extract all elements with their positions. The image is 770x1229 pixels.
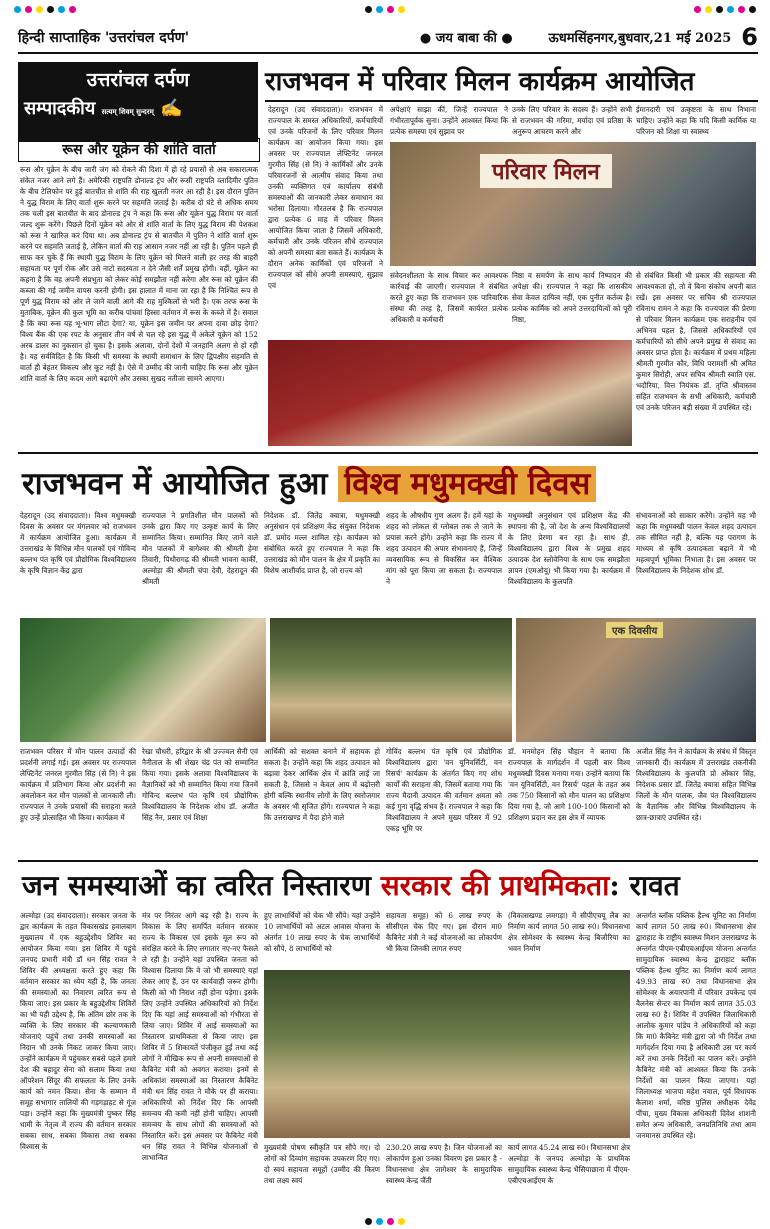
story2-col2: राज्यपाल ने प्रगतिशील मौन पालकों को उनके द्वारा किए गए उत्कृष्ट कार्य के लिए सम्मानित किया। सम्मानित किए जाने वाले मौन पालकों में बागेश्वर की श्रीमती हेमा तिवारी, पिथौरागढ़ की श्रीमती भावना कार्की, अल्मोड़ा की श्रीमती चंपा देवी, देहरादून की श्रीमती <box>142 511 258 586</box>
rule <box>18 860 758 862</box>
page-header <box>18 22 758 54</box>
story3-col6: अन्तर्गत ब्लॉक पब्लिक हैल्थ यूनिट का निर्माण कार्य लागत 50 लाख रु0। विधानसभा क्षेत्र द्वाराहाट के राष्ट्रीय स्वास्थ्य मिशन उत्तराखण्ड के अन्तर्गत पीएम-एबीएचआईएम योजना अन्तर्गत सामुदायिक स्वास्थ्य केन्द्र द्वाराहाट ब्लॉक पब्लिक हैल्थ यूनिट का निर्माण कार्य लागत 49.93 लाख रु0 तथा विधानसभा क्षेत्र सोमेश्वर के अयारपानी में परिवार उपकेन्द्र एवं वैलनेस सेन्टर का निर्माण कार्य लागत 35.03 लाख रु0 है। शिविर में उपस्थित जिलाधिकारी आलोक कुमार पांडेय ने अधिकारियों को कहा कि मा0 कैबिनेट मंत्री द्वारा जो भी निर्देश तथा मार्गदर्शन दिया गया है अधिकारी उस पर कार्य करें तथा उनके निर्देशों का पालन करें। उन्होंने कैबिनेट मंत्री को आश्वस्त किया कि उनके निर्देशों का पालन किया जाएगा। यहां जिलाध्यक्ष भाजपा महेश नयाल, पूर्व विधायक कैलाश शर्मा, वरिष्ठ पुलिस अधीक्षक देवेंद्र पींचा, मुख्य विकास अधिकारी दिवेश शाशनी समेत अन्य अधिकारी, जनप्रतिनिधि तथा आम जनमानस उपस्थित रहे। <box>636 911 756 1140</box>
photo-bee-exhibition <box>20 618 266 742</box>
story2-col2b: रेखा चौधरी, हरिद्वार के श्री उज्ज्वल सैनी एवं नैनीताल के श्री शेखर चंद्र पंत को सम्मानित किया गया। इसके अलावा विश्वविद्यालय के वैज्ञानिकों को भी सम्मानित किया गया जिनमें गोविन्द बल्लभ पंत कृषि एवं प्रौद्योगिक विश्वविद्यालय के निदेशक शोध डॉ. अजीत सिंह नैन, प्रसार एवं शिक्षा <box>142 747 258 822</box>
story1-col2: अपेक्षाएं साझा कीं, जिन्हें राज्यपाल ने गंभीरतापूर्वक सुना। उन्होंने आश्वस्त किया कि प्रत्येक समस्या एवं सुझाव पर <box>390 105 508 136</box>
photo-family-meet <box>390 142 756 266</box>
editorial-label: सम्पादकीय <box>24 98 96 119</box>
photo-honoring <box>516 618 756 742</box>
story2-col3: निदेशक डॉ. जितेंद्र क्वात्रा, मधुमक्खी अनुसंधान एवं प्रशिक्षण केंद्र संयुक्त निदेशक डॉ. प्रमोद मल्ल शामिल रहे। कार्यक्रम को संबोधित करते हुए राज्यपाल ने कहा कि उत्तराखंड को मौन पालन के क्षेत्र में प्रकृति का विशेष आशीर्वाद प्राप्त है, जो राज्य को <box>264 511 380 575</box>
photo-ribbon-cutting <box>264 970 630 1138</box>
story1-col3b: निष्ठा व समर्पण के साथ कार्य निष्पादन की अपेक्षा की। राज्यपाल ने कहा कि शासकीय सेवा केवल दायित्व नहीं, एक पुनीत कर्तव्य है। प्रत्येक कार्मिक को अपने उत्तरदायित्वों को पूरी निष्ठा, <box>512 271 632 324</box>
photo-banner-text: एक दिवसीय <box>606 622 663 638</box>
masthead-title: उत्तरांचल दर्पण <box>86 69 190 91</box>
story2-headline-highlight: विश्व मधुमक्खी दिवस <box>338 466 596 502</box>
story2-col5b: डॉ. मनमोहन सिंह चौहान ने बताया कि राज्यपाल के मार्गदर्शन में पहली बार विश्व मधुमक्खी दिवस मनाया गया। उन्होंने बताया कि 'वन यूनिवर्सिटी, वन रिसर्च' पहल के तहत अब तक 750 किसानों को मौन पालन का प्रशिक्षण दिया गया है, जो आगे 100-100 किसानों को प्रशिक्षण प्रदान कर इस क्षेत्र में व्यापक <box>508 747 630 822</box>
story1-col2b: संवेदनशीलता के साथ विचार कर आवश्यक कार्रवाई की जाएगी। राज्यपाल ने संबंधित करते हुए कहा कि राजभवन एक पारिवारिक संस्था की तरह है, जिसमें कार्यरत प्रत्येक अधिकारी व कर्मचारी <box>390 271 508 324</box>
story3-col4b: 230.20 लाख रुपए है। जिन योजनाओं का लोकार्पण हुआ उनका विवरण इस प्रकार है - विधानसभा क्षेत्र जागेश्वर के सामुदायिक स्वास्थ्य केन्द्र जैंती <box>386 1143 502 1185</box>
story1-col3: उनके लिए परिवार के सदस्य हैं। उन्होंने सभी से राजभवन की गरिमा, मर्यादा एवं प्रतिष्ठा के अनुरूप आचरण करने और <box>512 105 632 136</box>
story2-col5: मधुमक्खी अनुसंधान एवं प्रशिक्षण केंद्र की स्थापना की है, जो देश के अन्य विश्वविद्यालयों के लिए प्रेरणा बन रहा है। साथ ही, विश्वविद्यालय द्वारा विश्व के प्रमुख शहद उत्पादक देश स्लोवेनिया के साथ एक समझौता ज्ञापन (एमओयू) भी किया गया है। कार्यक्रम में विश्वविद्यालय के कुलपति <box>508 511 630 586</box>
story2-col4b: गोविंद बल्लभ पंत कृषि एवं प्रौद्योगिक विश्वविद्यालय द्वारा 'वन यूनिवर्सिटी, वन रिसर्च' कार्यक्रम के अंतर्गत किए गए शोध कार्यों की सराहना की, जिसमें बताया गया कि राज्य मैदानी उत्पादन की वर्तमान क्षमता को कई गुना वृद्धि संभव है। राज्यपाल ने कहा कि विश्वविद्यालय ने अपने मुख्य परिसर में 92 एकड़ भूमि पर <box>386 747 502 833</box>
editorial-motto: सत्यम् शिवम् सुन्दरम् <box>101 107 154 116</box>
editorial-headline: रूस और यूक्रेन की शांति वार्ता <box>18 138 260 162</box>
story3-col2: मंत्र पर निरंतर आगे बढ़ रही है। राज्य के विकास के लिए समर्पित वर्तमान सरकार राज्य के विकास एवं इसके मूल रूप को संरक्षित करने के लिए लगातार नए-नए फैसले ले रही है। उन्होंने यहां उपस्थित जनता को विश्वास दिलाया कि वे जो भी समस्याएं यहां लेकर आए हैं, उन पर कार्यवाही जरूर होगी। किसी को भी निराश नहीं होना पड़ेगा। इसके लिए उन्होंने उपस्थित अधिकारियों को निर्देश दिए कि यहां आई समस्याओं को गंभीरता से लिया जाए। शिविर में आई समस्याओं का निस्तारण प्राथमिकता से किया जाए। इस शिविर में 5 शिकायतें पंजीकृत हुईं तथा कई लोगों ने मौखिक रूप से अपनी समस्याओं से कैबिनेट मंत्री को अवगत कराया। इनमें से अधिकांश समस्याओं का निस्तारण कैबिनेट मंत्री धन सिंह रावत ने मौके पर ही कराया। अधिकारियों को निर्देश दिए कि आपसी समन्वय की कमी नहीं होनी चाहिए। आपसी समन्वय के साथ लोगों की समस्याओं को निस्तारित करें। इस अवसर पर कैबिनेट मंत्री धन सिंह रावत ने विभिन्न योजनाओं से लाभान्वित <box>142 911 258 1162</box>
story3-col3: हुए लाभार्थियों को चेक भी सौंपे। यहां उन्होंने 10 लाभार्थियों को अटल आवास योजना के अंतर्गत 10 लाख रुपए के चेक लाभार्थियों को सौंपे, 8 लाभार्थियों को <box>264 911 380 953</box>
story3-col5b: कार्य लागत 45.24 लाख रु0। विधानसभा क्षेत्र अल्मोड़ा के जनपद अल्मोड़ा के प्राथमिक सामुदायिक स्वास्थ्य केन्द्र भैसियाछाना में पीएम-एबीएचआईएम के <box>508 1143 630 1185</box>
photo-audience <box>268 340 632 446</box>
story3-headline: जन समस्याओं का त्वरित निस्तारण सरकार की प्राथमिकता: रावत <box>22 869 680 902</box>
editorial-body: रूस और यूक्रेन के बीच जारी जंग को रोकने की दिशा में हो रहे प्रयासों से अब सकारात्मक संकेत नजर आने लगे हैं। अमेरिकी राष्ट्रपति डोनाल्ड ट्रंप और रूसी राष्ट्रपति व्लादिमीर पुतिन के बीच टेलिफोन पर हुई बातचीत से शांति की राह खुलती नजर आ रही है। इस दौरान पुतिन ने युद्ध विराम के लिए वार्ता शुरू करने पर सहमति जताई है। करीब दो घंटे से अधिक समय तक चली इस बातचीत के बाद डोनाल्ड ट्रंप ने कहा कि रूस और यूक्रेन युद्ध विराम पर वार्ता जल्द शुरू करेंगे। पिछले दिनों यूक्रेन को ओर से शांति वार्ता के लिए युद्ध विराम की पेशकश को रूस ने खारिज कर दिया था। अब डोनाल्ड ट्रंप से बातचीत में पुतिन ने शांति वार्ता शुरू करने पर सहमति जताई है, लेकिन वार्ता की राह आसान नजर नहीं आ रही है। पुतिन पहले ही साफ कर चुके हैं कि स्थायी युद्ध विराम के लिए यूक्रेन को मिलने वाली हर तरह की बाहरी सहायता पर पूर्ण रोक और उसे नाटो सदस्यता न देने जैसी शर्तें प्रमुख होंगी। वहीं, यूक्रेन का कहना है कि वह अपनी संप्रभुता को लेकर कोई समझौता नहीं करेगा और रूस को यूक्रेन की कब्जा की गई जमीन वापस करनी होगी। इस हालात में माना जा रहा है कि निश्चित रूप से पूर्ण युद्ध विराम को ओर ले जाने वाली आगे की राह मुश्किलों से भरी है। एक तरफ रूस के मुताबिक, यूक्रेन की कुल भूमि का करीब पांचवां हिस्सा वर्तमान में रूस के कब्जे में है। सवाल है कि क्या रूस यह भू-भाग लौटा देगा? या, यूक्रेन इस जमीन पर अपना दावा छोड़ देगा? विश्व बैंक की एक रपट के अनुसार तीन वर्ष से चल रहे इस युद्ध में अकेले यूक्रेन को 152 अरब डालर का नुकसान हो चुका है। इसके अलावा, दोनों देशों में जनहानि अलग से हो रही है। यह सर्वविदित है कि किसी भी समस्या के स्थायी समाधान के लिए द्विपक्षीय सहमति से वार्ता ही बेहतर विकल्प और कूट नहीं है। ऐसे में उम्मीद की जानी चाहिए कि रूस और यूक्रेन शांति वार्ता के लिए कदम आगे बढ़ाएंगे और उसका सुखद नतीजा सामने आएगा। <box>20 165 258 383</box>
registration-marks-bottom <box>0 1212 770 1226</box>
story3-col4: सहायता समूह) को 6 लाख रुपए के सीसीएल चेक दिए गए। इस दौरान मा0 कैबिनेट मंत्री ने कई योजनाओं का लोकार्पण भी किया जिनकी लागत रुपए <box>386 911 502 953</box>
story2-col1b: राजभवन परिसर में मौन पालन उत्पादों की प्रदर्शनी लगाई गई। इस अवसर पर राज्यपाल लेफ्टिनेंट जनरल गुरमीत सिंह (से नि) ने इस कार्यक्रम में प्रतिभाग किया और प्रदर्शनी का अवलोकन कर मौन पालकों से जानकारी ली। राज्यपाल ने उनके प्रयासों की सराहना करते हुए उन्हें प्रोत्साहित भी किया। कार्यक्रम में <box>20 747 136 822</box>
photo-banner-text: परिवार मिलन <box>480 154 612 188</box>
story3-col3b: मुख्यमंत्री पोषण स्वीकृति पत्र सौंपे गए। दो लोगों को दिव्यांग सहायक उपकरण दिए गए। दो स्वयं सहायता समूहों (उम्मीद की किरण तथा लक्ष्य स्वयं <box>264 1143 380 1185</box>
place-date: ऊधमसिंहनगर,बुधवार,21 मई 2025 <box>548 31 732 46</box>
rule <box>265 100 758 102</box>
editorial-masthead <box>18 62 258 142</box>
story1-col1: देहरादून (उद संवाददाता)। राजभवन में राज्यपाल के समस्त अधिकारियों, कर्मचारियों एवं उनके परिजनों के लिए परिवार मिलन कार्यक्रम का आयोजन किया गया। इस अवसर पर राज्यपाल लेफ्टिनेंट जनरल गुरमीत सिंह (से नि) ने कार्मिकों और उनके परिवारजनों से आत्मीय संवाद किया तथा उनकी व्यक्तिगत एवं कार्यालय संबंधी समस्याओं की जानकारी लेकर समाधान का भरोसा दिलाया। गौरतलब है कि राज्यपाल द्वारा प्रत्येक 6 माह में परिवार मिलन आयोजित किया जाता है जिसमें अधिकारी, कर्मचारी और उनके परिजन सीधे राज्यपाल को अपनी समस्या बता सकते हैं। कार्यक्रम के दौरान अनेक कार्मिकों एवं परिजनों ने राज्यपाल को सीधे अपनी समस्याएं, सुझाव एवं <box>268 105 383 290</box>
story3-col1: अल्मोड़ा (उद संवाददाता)। सरकार जनता के द्वार कार्यक्रम के तहत विकासखंड हवालबाग मुख्यालय में एक बहुउद्देशीय शिविर का आयोजन किया गया। इस शिविर में पहुंचे जनपद प्रभारी मंत्री डॉ धन सिंह रावत ने शिविर की अध्यक्षता करते हुए कहा कि वर्तमान सरकार का ध्येय यही है, कि जनता की समस्याओं का निवारण त्वरित रूप से किया जाए। इस प्रकार के बहुउद्देशीय शिविरों का भी यही उद्देश्य है, कि अंतिम छोर तक के व्यक्ति के लिए सरकार की कल्याणकारी योजनाएं पहुंचें तथा उनकी समस्याओं का निदान भी उनके निकट जाकर किया जाए। उन्होंने कार्यक्रम में पहुंचकर सबसे पहले हमारे देश की बहादुर सेना को सलाम किया तथा ऑपरेशन सिंदूर की सफलता के लिए उनके कार्य को नमन किया। सेना के सम्मान में समूह सभागार तालियों की गड़गड़ाहट से गूंज पड़ा। उन्होंने कहा कि मुख्यमंत्री पुष्कर सिंह धामी के नेतृत्व में राज्य की वर्तमान सरकार सबका साथ, सबका विकास तथा सबका विश्वास के <box>20 911 136 1151</box>
photo-governor-visit <box>270 618 512 742</box>
page-number: 6 <box>741 23 758 51</box>
story2-col3b: आर्थिकी को सशक्त बनाने में सहायक हो सकता है। उन्होंने कहा कि शहद उत्पादन को बढ़ावा देकर आर्थिक क्षेत्र में क्रांति लाई जा सकती है, जिससे न केवल आय में बढ़ोत्तरी होगी बल्कि स्थानीय लोगों के लिए स्वरोजगार के अवसर भी सृजित होंगे। राज्यपाल ने कहा कि उत्तराखण्ड में पैदा होने वाले <box>264 747 380 822</box>
story2-col1: देहरादून (उद संवाददाता)। विश्व मधुमक्खी दिवस के अवसर पर मंगलवार को राजभवन में कार्यक्रम आयोजित हुआ। कार्यक्रम में उत्तराखंड के विभिन्न मौन पालकों एवं गोविन्द बल्लभ पंत कृषि एवं प्रौद्योगिक विश्वविद्यालय के कृषि विज्ञान केंद्र द्वारा <box>20 511 136 575</box>
story2-col6b: अजीत सिंह नैन ने कार्यक्रम के संबंध में विस्तृत जानकारी दी। कार्यक्रम में उत्तराखंड तकनीकी विश्वविद्यालय के कुलपति प्रो ओंकार सिंह, निदेशक प्रसार डॉ. जितेंद्र क्वात्रा सहित विभिन्न जिलों के मौन पालक, जैव पंत विश्वविद्यालय के वैज्ञानिक और विभिन्न विश्वविद्यालय के छात्र-छात्राएं उपस्थित रहे। <box>636 747 756 822</box>
story3-col5: (विकासखण्ड लमगड़ा) में सीपीएचयू लैब का निर्माण कार्य लागत 50 लाख रु0। विधानसभा क्षेत्र सोमेश्वर के स्वास्थ्य केन्द्र बिजौरिया का भवन निर्माण <box>508 911 630 953</box>
story3-headline-red: सरकार की प्राथमिकता <box>380 869 610 902</box>
pen-icon: ✍ <box>160 98 183 119</box>
jai-baba-tag: ● जय बाबा की ● <box>419 31 513 46</box>
story1-col4: ईमानदारी एवं उत्कृष्टता के साथ निभाना चाहिए। उन्होंने कहा कि यदि किसी कार्मिक या परिजन को शिक्षा या स्वास्थ्य <box>636 105 756 136</box>
story1-col4b: से संबंधित किसी भी प्रकार की सहायता की आवश्यकता हो, तो वे बिना संकोच अपनी बात रखें। इस अवसर पर सचिव श्री राज्यपाल रविनाथ रामन ने कहा कि राज्यपाल की प्रेरणा से परिवार मिलन कार्यक्रम एक सराहनीय एवं अभिनव पहल है, जिससे अधिकारियों एवं कर्मचारियों को सीधे अपने प्रमुख से संवाद का अवसर प्राप्त होता है। कार्यक्रम में प्रथम महिला श्रीमती गुरमीत कौर, विधि परामर्शी श्री अमित कुमार सिरोही, अपर सचिव श्रीमती स्वाति एस. भदौरिया, वित्त नियंत्रक डॉ. तृप्ति श्रीवास्तव सहित राजभवन के सभी अधिकारी, कर्मचारी एवं उनके परिजन बड़ी संख्या में उपस्थित रहे। <box>636 271 756 412</box>
story2-col4: शहद के औषधीय गुण अलग हैं। हमें यहां के शहद को लोकल से ग्लोबल तक ले जाने के प्रयास करने होंगे। उन्होंने कहा कि राज्य में शहद उत्पादन की अपार संभावनाएं हैं, जिन्हें व्यवसायिक रूप से विकसित कर वैश्विक मांग को पूरा किया जा सकता है। राज्यपाल ने <box>386 511 502 586</box>
story2-headline: राजभवन में आयोजित हुआ विश्व मधुमक्खी दिवस <box>22 462 596 504</box>
story2-col6: संभावनाओं को साकार करेंगे। उन्होंने यह भी कहा कि मधुमक्खी पालन केवल शहद उत्पादन तक सीमित नहीं है, बल्कि यह परागण के माध्यम से कृषि उत्पादकता बढ़ाने में भी महत्वपूर्ण भूमिका निभाता है। इस अवसर पर विश्वविद्यालय के निदेशक शोध डॉ. <box>636 511 756 575</box>
rule <box>18 452 758 454</box>
story1-headline: राजभवन में परिवार मिलन कार्यक्रम आयोजित <box>265 67 695 97</box>
registration-marks <box>0 0 770 14</box>
paper-name: हिन्दी साप्ताहिक 'उत्तरांचल दर्पण' <box>18 29 190 46</box>
